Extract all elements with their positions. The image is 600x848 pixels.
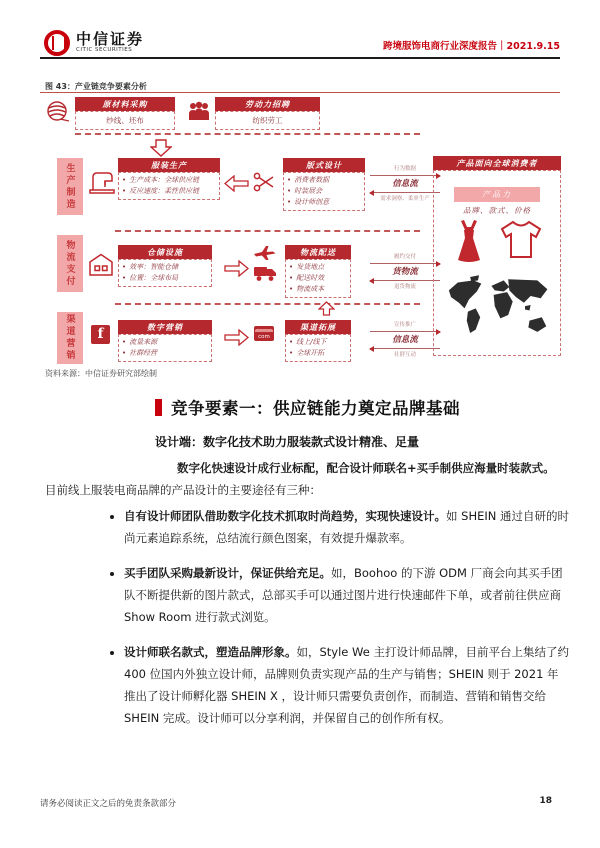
info-flow-2-top: 宣传推广 <box>393 322 416 328</box>
report-title-separator: ｜ <box>496 41 507 52</box>
dotcom-icon: com <box>254 326 274 341</box>
pattern-design-box <box>283 158 365 211</box>
dashed-separator <box>75 133 420 135</box>
side-label-production: 生产制造 <box>57 158 83 215</box>
pattern-design-bullet: • 时装展会 <box>287 186 361 197</box>
warehousing-title: 仓储设施 <box>118 245 212 259</box>
arrow-left-icon <box>224 175 249 192</box>
digital-marketing-bullet: • 流量来源 <box>122 337 208 348</box>
arrow-right-icon <box>224 329 249 346</box>
digital-marketing-bullet: • 社群经营 <box>122 348 208 359</box>
report-title: 跨境服饰电商行业深度报告 <box>382 41 497 52</box>
material-purchase-box <box>75 97 175 130</box>
info-flow-1-label: 信息流 <box>392 179 418 189</box>
header-rule <box>40 57 560 59</box>
garment-production-title: 服装生产 <box>118 158 220 172</box>
bullet-2-text: 如，Boohoo 的下游 ODM 厂商会向其买手团队不断提供新的图片款式，总部买手可以通过图片进行快速邮件下单，或者前往供应商 Show Room 进行款式浏览。 <box>124 566 563 624</box>
labor-recruit-title: 劳动力招聘 <box>215 97 320 111</box>
dress-icon <box>452 220 486 262</box>
logo-name-en: CITIC SECURITIES <box>76 47 133 53</box>
global-consumer-title: 产品面向全球消费者 <box>433 156 561 170</box>
delivery-title: 物流配送 <box>285 245 351 259</box>
garment-production-box <box>118 158 220 200</box>
section-subheading: 设计端：数字化技术助力服装款式设计精准、足量 <box>155 435 420 449</box>
pattern-design-bullet: • 设计师创意 <box>287 197 361 208</box>
bullet-3-text: 如，Style We 主打设计师品牌，目前平台上集结了约 400 位国内外独立设计师，品牌则负责实现产品的生产与销售；SHEIN 则于 2021 年推出了设计师孵化器 SHEIN X ，设计师只需要负责创作，而制造、营销和销售交给 SHEIN 完成。设计师可以分享利润，并保留自己的创作所有权。 <box>124 645 569 725</box>
report-date: 2021.9.15 <box>506 41 560 52</box>
intro-paragraph <box>45 457 561 501</box>
yarn-icon <box>46 99 70 123</box>
citic-logo-icon <box>44 30 70 56</box>
truck-icon <box>253 264 277 282</box>
list-item <box>124 641 570 729</box>
bullet-1-text: 如 SHEIN 通过自研的时尚元素追踪系统，总结流行颜色图案，有效提升爆款率。 <box>124 509 570 545</box>
list-item <box>124 562 570 628</box>
list-item <box>124 505 570 549</box>
flow-arrow-right-icon <box>370 263 440 264</box>
section-heading: 竞争要素一：供应链能力奠定品牌基础 <box>171 399 460 418</box>
plane-icon <box>254 245 276 261</box>
bullet-3-bold: 设计师联名款式，塑造品牌形象。 <box>124 645 297 659</box>
scissors-icon <box>253 171 275 193</box>
digital-marketing-title: 数字营销 <box>118 320 212 334</box>
tshirt-icon <box>500 220 542 262</box>
arrow-right-icon <box>224 260 249 277</box>
intro-rest: 目前线上服装电商品牌的产品设计的主要途径有三种： <box>45 483 321 497</box>
channel-expansion-bullet: • 线上/线下 <box>289 337 347 348</box>
channel-expansion-box <box>285 320 351 362</box>
flow-arrow-left-icon <box>370 192 440 193</box>
product-power-desc: 品牌、款式、价格 <box>463 206 531 215</box>
workers-icon <box>186 101 212 121</box>
facebook-icon: f <box>91 325 110 344</box>
intro-bold: 数字化快速设计成行业标配，配合设计师联名+买手制供应海量时装款式。 <box>177 461 555 475</box>
goods-flow-top: 履约交付 <box>393 254 416 260</box>
global-consumer-panel <box>433 156 561 356</box>
design-approaches-list <box>112 505 570 742</box>
logo-name-cn: 中信证券 <box>76 30 145 48</box>
value-chain-diagram <box>40 95 570 367</box>
digital-marketing-box <box>118 320 212 362</box>
product-power-banner: 产品力 <box>454 187 540 202</box>
goods-flow-label: 货物流 <box>392 267 418 277</box>
delivery-bullet: • 发货地点 <box>289 262 347 273</box>
info-flow-2-label: 信息流 <box>392 335 418 345</box>
delivery-bullet: • 配送时效 <box>289 273 347 284</box>
goods-flow-bottom: 退货物流 <box>393 284 416 290</box>
channel-expansion-title: 渠道拓展 <box>285 320 351 334</box>
warehouse-icon <box>88 252 114 278</box>
flow-arrow-left-icon <box>370 348 440 349</box>
arrow-down-icon <box>150 139 172 157</box>
labor-recruit-desc: 纺织劳工 <box>215 111 320 130</box>
side-label-marketing: 渠道营销 <box>57 312 83 364</box>
figure-caption: 图 43：产业链竞争要素分析 <box>45 82 147 91</box>
dashed-separator <box>115 230 420 232</box>
material-purchase-title: 原材料采购 <box>75 97 175 111</box>
figure-caption-rule <box>40 92 560 93</box>
bullet-2-bold: 买手团队采购最新设计，保证供给充足。 <box>124 566 331 580</box>
warehousing-bullet: • 效率：智能仓储 <box>122 262 208 273</box>
side-label-logistics: 物流支付 <box>57 235 83 292</box>
info-flow-2-bottom: 社群互动 <box>393 352 416 358</box>
warehousing-box <box>118 245 212 287</box>
delivery-bullet: • 物流成本 <box>289 284 347 295</box>
section-heading-bar <box>155 399 162 416</box>
bullet-1-bold: 自有设计师团队借助数字化技术抓取时尚趋势，实现快速设计。 <box>124 509 446 523</box>
channel-expansion-bullet: • 全球开拓 <box>289 348 347 359</box>
flow-arrow-left-icon <box>370 280 440 281</box>
report-header-title <box>383 38 560 52</box>
flow-arrow-right-icon <box>370 175 440 176</box>
info-flow-1-bottom: 需求洞察、柔单生产 <box>380 196 430 202</box>
garment-production-bullet: • 生产成本：全球供应链 <box>122 175 216 186</box>
pattern-design-bullet: • 消费者数据 <box>287 175 361 186</box>
pattern-design-title: 版式设计 <box>283 158 365 172</box>
world-map <box>441 273 553 347</box>
figure-source: 资料来源：中信证券研究部绘制 <box>45 369 157 378</box>
info-flow-1-top: 行为数据 <box>393 166 416 172</box>
footer-disclaimer: 请务必阅读正文之后的免责条款部分 <box>40 799 177 809</box>
sewing-machine-icon <box>88 169 116 195</box>
material-purchase-desc: 纱线、坯布 <box>75 111 175 130</box>
delivery-box <box>285 245 351 298</box>
dashed-separator <box>115 303 420 305</box>
warehousing-bullet: • 位置：全球布局 <box>122 273 208 284</box>
garment-production-bullet: • 反应速度：柔性供应链 <box>122 186 216 197</box>
labor-recruit-box <box>215 97 320 130</box>
arrow-up-icon <box>318 301 335 316</box>
citic-logo <box>44 30 144 56</box>
page-number: 18 <box>539 796 552 806</box>
flow-arrow-right-icon <box>370 331 440 332</box>
